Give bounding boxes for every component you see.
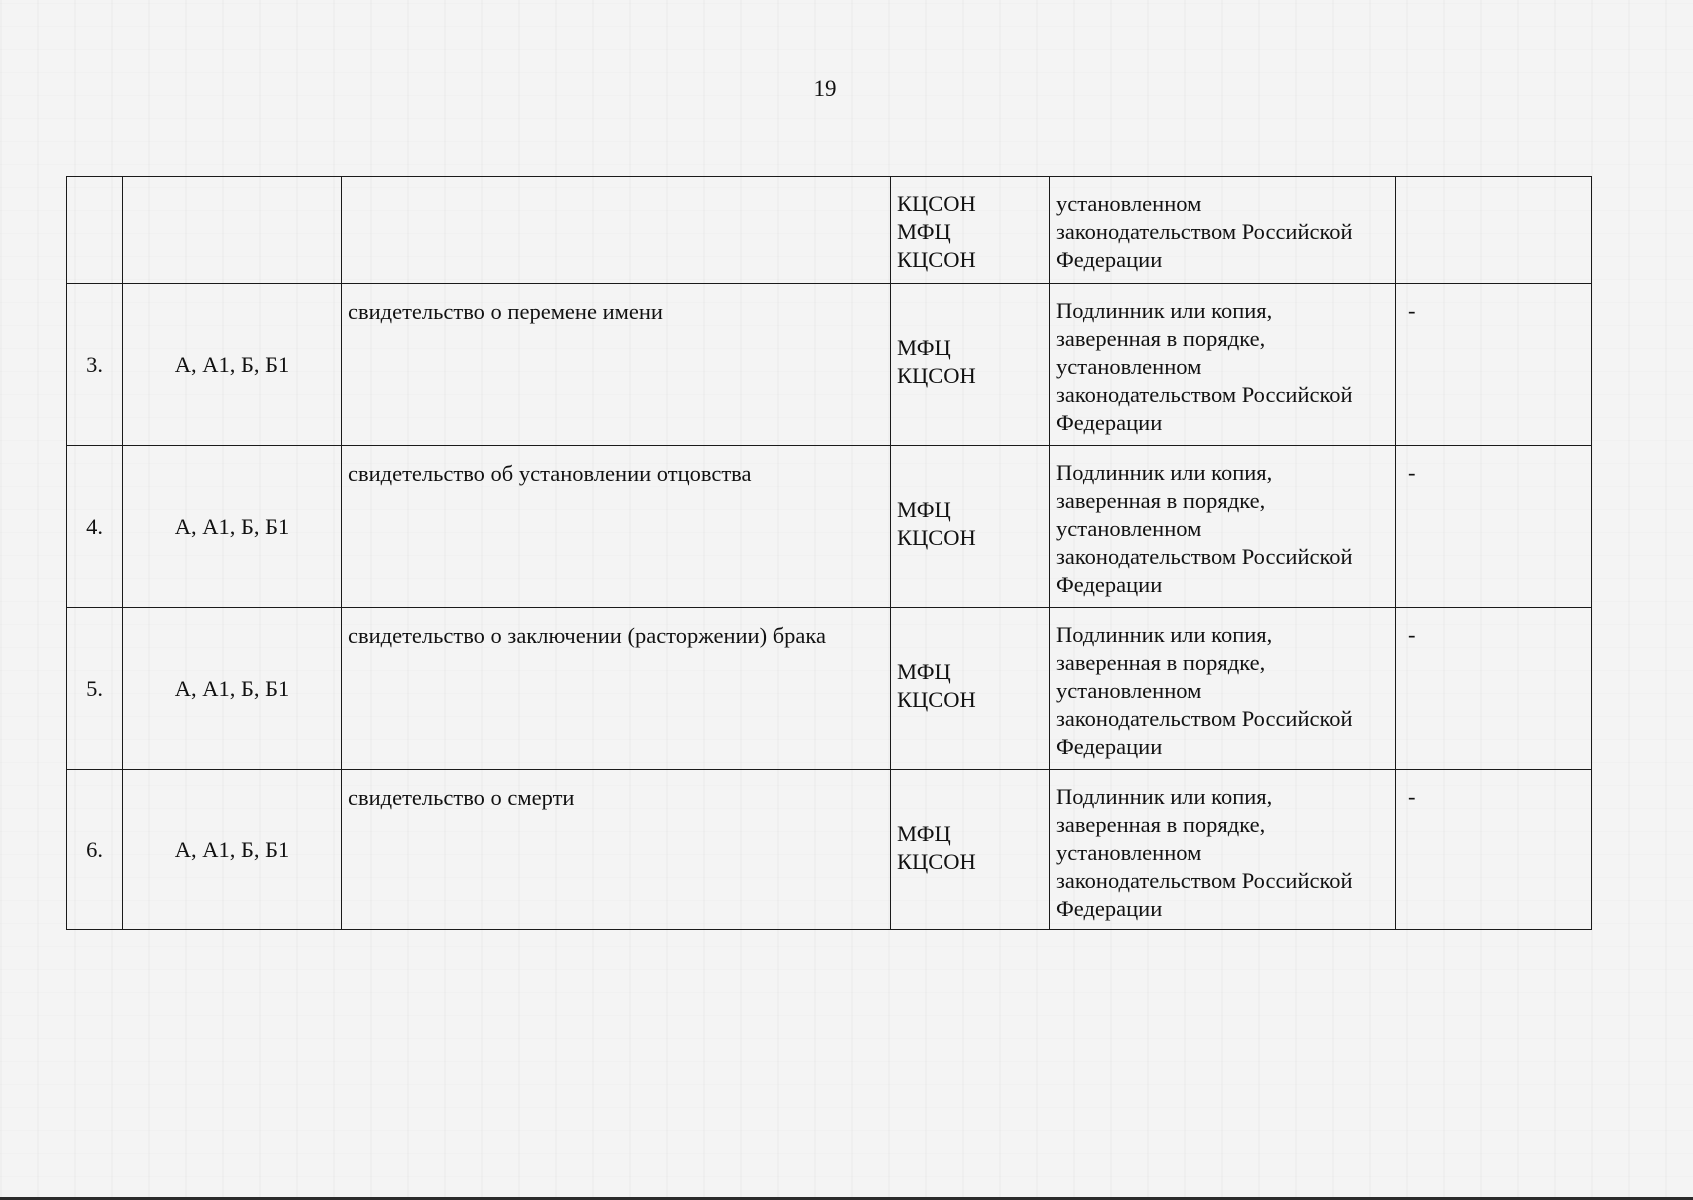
organization-line: МФЦ xyxy=(897,335,951,360)
document-title: свидетельство об установлении отцовства xyxy=(348,461,752,486)
form-line: Федерации xyxy=(1056,410,1163,435)
cell-form xyxy=(1050,608,1396,770)
form-line: Подлинник или копия, xyxy=(1056,622,1273,647)
cell-note xyxy=(1396,446,1592,608)
cell-form xyxy=(1050,177,1396,284)
cell-form xyxy=(1050,284,1396,446)
form-line: законодательством Российской xyxy=(1056,706,1353,731)
table-row xyxy=(67,608,1592,770)
cell-document xyxy=(342,177,891,284)
cell-categories: А, А1, Б, Б1 xyxy=(123,446,342,608)
cell-number xyxy=(67,177,123,284)
form-line: заверенная в порядке, xyxy=(1056,650,1266,675)
cell-document xyxy=(342,284,891,446)
cell-number: 4. xyxy=(67,446,123,608)
note-dash: - xyxy=(1408,460,1416,485)
page-number: 19 xyxy=(813,76,837,101)
organization-line: КЦСОН xyxy=(897,247,976,272)
cell-organizations xyxy=(891,608,1050,770)
cell-categories: А, А1, Б, Б1 xyxy=(123,770,342,930)
form-line: Федерации xyxy=(1056,734,1163,759)
organization-line: КЦСОН xyxy=(897,687,976,712)
cell-document xyxy=(342,446,891,608)
form-line: Подлинник или копия, xyxy=(1056,460,1273,485)
form-line: Подлинник или копия, xyxy=(1056,298,1273,323)
cell-number: 5. xyxy=(67,608,123,770)
form-line: заверенная в порядке, xyxy=(1056,812,1266,837)
cell-number: 3. xyxy=(67,284,123,446)
organization-line: КЦСОН xyxy=(897,363,976,388)
form-line: законодательством Российской xyxy=(1056,868,1353,893)
document-title: свидетельство о заключении (расторжении) брака xyxy=(348,623,826,648)
cell-organizations xyxy=(891,770,1050,930)
cell-organizations xyxy=(891,284,1050,446)
form-line: законодательством Российской xyxy=(1056,544,1353,569)
cell-note xyxy=(1396,177,1592,284)
form-line: установленном xyxy=(1056,840,1202,865)
cell-document xyxy=(342,608,891,770)
organization-line: МФЦ xyxy=(897,659,951,684)
form-line: Федерации xyxy=(1056,572,1163,597)
form-line: заверенная в порядке, xyxy=(1056,488,1266,513)
table-row xyxy=(67,446,1592,608)
cell-form xyxy=(1050,770,1396,930)
organization-line: КЦСОН xyxy=(897,525,976,550)
documents-table xyxy=(66,176,1592,930)
cell-categories: А, А1, Б, Б1 xyxy=(123,284,342,446)
table-row xyxy=(67,284,1592,446)
form-line: заверенная в порядке, xyxy=(1056,326,1266,351)
cell-document xyxy=(342,770,891,930)
cell-number: 6. xyxy=(67,770,123,930)
organization-line: МФЦ xyxy=(897,219,951,244)
form-line: установленном xyxy=(1056,354,1202,379)
cell-organizations xyxy=(891,446,1050,608)
table-row-continued xyxy=(67,177,1592,284)
note-dash: - xyxy=(1408,784,1416,809)
organization-line: МФЦ xyxy=(897,821,951,846)
organization-line: КЦСОН xyxy=(897,849,976,874)
note-dash: - xyxy=(1408,298,1416,323)
form-line: законодательством Российской xyxy=(1056,382,1353,407)
cell-form xyxy=(1050,446,1396,608)
form-line: Подлинник или копия, xyxy=(1056,784,1273,809)
cell-note xyxy=(1396,770,1592,930)
cell-note xyxy=(1396,608,1592,770)
cell-organizations xyxy=(891,177,1050,284)
cell-note xyxy=(1396,284,1592,446)
document-title: свидетельство о перемене имени xyxy=(348,299,663,324)
form-line: установленном xyxy=(1056,678,1202,703)
form-line: Федерации xyxy=(1056,896,1163,921)
organization-line: КЦСОН xyxy=(897,191,976,216)
form-line: установленном xyxy=(1056,191,1202,216)
organization-line: МФЦ xyxy=(897,497,951,522)
table-row xyxy=(67,770,1592,930)
note-dash: - xyxy=(1408,622,1416,647)
form-line: законодательством Российской xyxy=(1056,219,1353,244)
document-title: свидетельство о смерти xyxy=(348,785,575,810)
cell-categories: А, А1, Б, Б1 xyxy=(123,608,342,770)
cell-categories xyxy=(123,177,342,284)
form-line: Федерации xyxy=(1056,247,1163,272)
form-line: установленном xyxy=(1056,516,1202,541)
